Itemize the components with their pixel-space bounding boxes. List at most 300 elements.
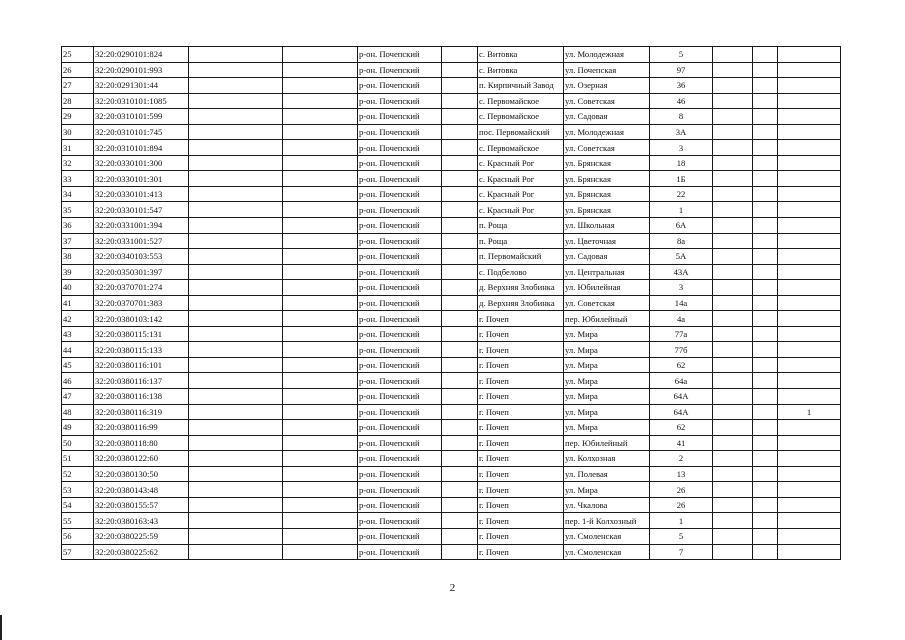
locality-cell: с. Первомайское [478,140,564,156]
empty-cell [753,373,778,389]
empty-cell [189,466,283,482]
empty-cell [189,155,283,171]
district-cell: р-он. Почепский [358,186,442,202]
street-cell: ул. Мира [564,389,650,405]
empty-cell [283,357,358,373]
empty-cell [713,451,753,467]
cadastral-number-cell: 32:20:0380225:59 [94,528,189,544]
locality-cell: д. Верхняя Злобинка [478,280,564,296]
district-cell: р-он. Почепский [358,202,442,218]
district-cell: р-он. Почепский [358,295,442,311]
table-row [62,295,841,311]
empty-cell [713,202,753,218]
locality-cell: с. Витовка [478,62,564,78]
locality-cell: с. Красный Рог [478,202,564,218]
empty-cell [283,264,358,280]
empty-cell [189,544,283,560]
row-number-cell: 38 [62,249,94,265]
empty-cell [189,47,283,63]
street-cell: пер. Юбилейный [564,435,650,451]
empty-cell [753,62,778,78]
empty-cell [189,249,283,265]
empty-cell [283,482,358,498]
empty-cell [753,404,778,420]
extra-value-cell [778,451,841,467]
empty-cell [442,140,478,156]
scan-edge-mark [0,615,2,640]
extra-value-cell [778,186,841,202]
street-cell: ул. Юбилейная [564,280,650,296]
empty-cell [713,93,753,109]
house-number-cell: 13 [650,466,713,482]
empty-cell [713,280,753,296]
district-cell: р-он. Почепский [358,62,442,78]
row-number-cell: 31 [62,140,94,156]
street-cell: ул. Смоленская [564,544,650,560]
empty-cell [283,249,358,265]
empty-cell [189,233,283,249]
cadastral-number-cell: 32:20:0350301:397 [94,264,189,280]
empty-cell [189,326,283,342]
empty-cell [189,109,283,125]
empty-cell [753,326,778,342]
extra-value-cell [778,389,841,405]
empty-cell [189,186,283,202]
table-row [62,218,841,234]
empty-cell [283,513,358,529]
cadastral-number-cell: 32:20:0330101:300 [94,155,189,171]
empty-cell [442,280,478,296]
row-number-cell: 56 [62,528,94,544]
district-cell: р-он. Почепский [358,389,442,405]
locality-cell: г. Почеп [478,482,564,498]
cadastral-number-cell: 32:20:0380118:80 [94,435,189,451]
empty-cell [753,528,778,544]
street-cell: ул. Советская [564,295,650,311]
locality-cell: г. Почеп [478,466,564,482]
page-number: 2 [449,582,456,594]
extra-value-cell [778,373,841,389]
empty-cell [283,62,358,78]
extra-value-cell [778,233,841,249]
cadastral-number-cell: 32:20:0380116:319 [94,404,189,420]
extra-value-cell [778,218,841,234]
house-number-cell: 26 [650,482,713,498]
house-number-cell: 6А [650,218,713,234]
table-row [62,404,841,420]
empty-cell [753,342,778,358]
empty-cell [283,295,358,311]
empty-cell [283,202,358,218]
empty-cell [753,420,778,436]
locality-cell: с. Красный Рог [478,155,564,171]
district-cell: р-он. Почепский [358,435,442,451]
house-number-cell: 5А [650,249,713,265]
empty-cell [713,404,753,420]
empty-cell [189,497,283,513]
row-number-cell: 53 [62,482,94,498]
table-row [62,109,841,125]
row-number-cell: 28 [62,93,94,109]
district-cell: р-он. Почепский [358,47,442,63]
locality-cell: г. Почеп [478,311,564,327]
empty-cell [713,233,753,249]
extra-value-cell [778,466,841,482]
house-number-cell: 7 [650,544,713,560]
empty-cell [713,482,753,498]
table-row [62,326,841,342]
empty-cell [189,62,283,78]
street-cell: ул. Молодежная [564,124,650,140]
row-number-cell: 47 [62,389,94,405]
house-number-cell: 5 [650,47,713,63]
district-cell: р-он. Почепский [358,497,442,513]
empty-cell [753,451,778,467]
extra-value-cell [778,140,841,156]
district-cell: р-он. Почепский [358,155,442,171]
table-row [62,249,841,265]
empty-cell [713,218,753,234]
row-number-cell: 30 [62,124,94,140]
row-number-cell: 52 [62,466,94,482]
table-row [62,155,841,171]
empty-cell [753,249,778,265]
table-row [62,93,841,109]
house-number-cell: 77а [650,326,713,342]
empty-cell [442,295,478,311]
extra-value-cell [778,47,841,63]
extra-value-cell [778,528,841,544]
empty-cell [189,404,283,420]
extra-value-cell [778,202,841,218]
house-number-cell: 77б [650,342,713,358]
locality-cell: г. Почеп [478,342,564,358]
empty-cell [713,171,753,187]
cadastral-number-cell: 32:20:0310101:745 [94,124,189,140]
district-cell: р-он. Почепский [358,280,442,296]
district-cell: р-он. Почепский [358,218,442,234]
empty-cell [442,435,478,451]
row-number-cell: 39 [62,264,94,280]
empty-cell [713,497,753,513]
empty-cell [713,435,753,451]
extra-value-cell [778,357,841,373]
empty-cell [753,357,778,373]
table-row [62,186,841,202]
district-cell: р-он. Почепский [358,311,442,327]
empty-cell [753,466,778,482]
street-cell: ул. Мира [564,404,650,420]
empty-cell [283,435,358,451]
empty-cell [283,124,358,140]
district-cell: р-он. Почепский [358,513,442,529]
empty-cell [283,544,358,560]
empty-cell [283,218,358,234]
empty-cell [442,202,478,218]
table-row [62,233,841,249]
empty-cell [713,109,753,125]
empty-cell [189,124,283,140]
cadastral-number-cell: 32:20:0290101:993 [94,62,189,78]
cadastral-number-cell: 32:20:0380122:60 [94,451,189,467]
extra-value-cell [778,435,841,451]
row-number-cell: 37 [62,233,94,249]
cadastral-number-cell: 32:20:0380115:131 [94,326,189,342]
cadastral-number-cell: 32:20:0330101:413 [94,186,189,202]
empty-cell [442,357,478,373]
empty-cell [713,78,753,94]
empty-cell [753,497,778,513]
row-number-cell: 35 [62,202,94,218]
extra-value-cell [778,513,841,529]
empty-cell [189,140,283,156]
row-number-cell: 46 [62,373,94,389]
district-cell: р-он. Почепский [358,109,442,125]
empty-cell [713,528,753,544]
empty-cell [753,264,778,280]
table-row [62,264,841,280]
district-cell: р-он. Почепский [358,420,442,436]
empty-cell [442,124,478,140]
house-number-cell: 64а [650,373,713,389]
house-number-cell: 8 [650,109,713,125]
empty-cell [442,249,478,265]
street-cell: ул. Брянская [564,155,650,171]
district-cell: р-он. Почепский [358,140,442,156]
empty-cell [189,373,283,389]
empty-cell [442,497,478,513]
row-number-cell: 48 [62,404,94,420]
table-row [62,124,841,140]
empty-cell [753,435,778,451]
table-row [62,389,841,405]
table-row [62,171,841,187]
cadastral-number-cell: 32:20:0310101:894 [94,140,189,156]
street-cell: ул. Чкалова [564,497,650,513]
empty-cell [753,171,778,187]
extra-value-cell [778,78,841,94]
street-cell: ул. Мира [564,482,650,498]
empty-cell [283,373,358,389]
locality-cell: с. Первомайское [478,93,564,109]
table-row [62,513,841,529]
table-row [62,62,841,78]
cadastral-number-cell: 32:20:0380116:101 [94,357,189,373]
empty-cell [753,109,778,125]
empty-cell [442,528,478,544]
row-number-cell: 49 [62,420,94,436]
empty-cell [189,528,283,544]
empty-cell [442,482,478,498]
cadastral-number-cell: 32:20:0290101:824 [94,47,189,63]
table-row [62,544,841,560]
street-cell: ул. Колхозная [564,451,650,467]
street-cell: ул. Садовая [564,109,650,125]
row-number-cell: 43 [62,326,94,342]
extra-value-cell [778,311,841,327]
district-cell: р-он. Почепский [358,93,442,109]
empty-cell [283,420,358,436]
cadastral-number-cell: 32:20:0330101:547 [94,202,189,218]
cadastral-number-cell: 32:20:0291301:44 [94,78,189,94]
cadastral-number-cell: 32:20:0380116:99 [94,420,189,436]
cadastral-number-cell: 32:20:0370701:274 [94,280,189,296]
street-cell: ул. Смоленская [564,528,650,544]
empty-cell [713,342,753,358]
empty-cell [283,311,358,327]
table-row [62,47,841,63]
street-cell: ул. Школьная [564,218,650,234]
empty-cell [713,311,753,327]
cadastral-number-cell: 32:20:0380116:138 [94,389,189,405]
empty-cell [442,373,478,389]
empty-cell [753,544,778,560]
empty-cell [442,342,478,358]
extra-value-cell [778,497,841,513]
street-cell: ул. Мира [564,342,650,358]
house-number-cell: 26 [650,497,713,513]
table-row [62,311,841,327]
empty-cell [189,311,283,327]
house-number-cell: 64А [650,404,713,420]
district-cell: р-он. Почепский [358,373,442,389]
locality-cell: г. Почеп [478,357,564,373]
district-cell: р-он. Почепский [358,342,442,358]
row-number-cell: 57 [62,544,94,560]
street-cell: ул. Мира [564,373,650,389]
row-number-cell: 34 [62,186,94,202]
row-number-cell: 27 [62,78,94,94]
empty-cell [442,78,478,94]
empty-cell [189,435,283,451]
locality-cell: п. Роща [478,233,564,249]
locality-cell: г. Почеп [478,373,564,389]
empty-cell [753,47,778,63]
empty-cell [753,140,778,156]
empty-cell [713,466,753,482]
row-number-cell: 25 [62,47,94,63]
empty-cell [189,420,283,436]
locality-cell: г. Почеп [478,451,564,467]
house-number-cell: 1 [650,202,713,218]
district-cell: р-он. Почепский [358,171,442,187]
empty-cell [713,47,753,63]
house-number-cell: 46 [650,93,713,109]
empty-cell [713,62,753,78]
empty-cell [283,171,358,187]
row-number-cell: 45 [62,357,94,373]
cadastral-number-cell: 32:20:0310101:1085 [94,93,189,109]
street-cell: ул. Брянская [564,186,650,202]
empty-cell [442,62,478,78]
empty-cell [283,404,358,420]
street-cell: ул. Озерная [564,78,650,94]
empty-cell [283,451,358,467]
empty-cell [442,233,478,249]
street-cell: ул. Полевая [564,466,650,482]
extra-value-cell [778,326,841,342]
empty-cell [713,326,753,342]
cadastral-number-cell: 32:20:0380116:137 [94,373,189,389]
empty-cell [753,233,778,249]
extra-value-cell [778,249,841,265]
street-cell: ул. Брянская [564,202,650,218]
empty-cell [753,202,778,218]
table-row [62,202,841,218]
empty-cell [283,389,358,405]
empty-cell [753,186,778,202]
cadastral-number-cell: 32:20:0380155:57 [94,497,189,513]
empty-cell [442,218,478,234]
empty-cell [283,155,358,171]
table-row [62,78,841,94]
street-cell: ул. Садовая [564,249,650,265]
empty-cell [753,78,778,94]
empty-cell [189,451,283,467]
empty-cell [713,186,753,202]
empty-cell [189,342,283,358]
house-number-cell: 1 [650,513,713,529]
table-row [62,528,841,544]
locality-cell: г. Почеп [478,404,564,420]
empty-cell [753,124,778,140]
empty-cell [713,420,753,436]
house-number-cell: 5 [650,528,713,544]
district-cell: р-он. Почепский [358,124,442,140]
house-number-cell: 3 [650,280,713,296]
empty-cell [713,373,753,389]
empty-cell [442,109,478,125]
row-number-cell: 26 [62,62,94,78]
empty-cell [442,404,478,420]
locality-cell: г. Почеп [478,544,564,560]
row-number-cell: 50 [62,435,94,451]
empty-cell [189,264,283,280]
street-cell: пер. Юбилейный [564,311,650,327]
empty-cell [713,295,753,311]
street-cell: ул. Советская [564,140,650,156]
empty-cell [713,155,753,171]
row-number-cell: 32 [62,155,94,171]
cadastral-number-cell: 32:20:0380103:142 [94,311,189,327]
empty-cell [713,357,753,373]
house-number-cell: 2 [650,451,713,467]
district-cell: р-он. Почепский [358,482,442,498]
district-cell: р-он. Почепский [358,264,442,280]
district-cell: р-он. Почепский [358,451,442,467]
empty-cell [442,544,478,560]
table-body [62,47,841,560]
empty-cell [442,155,478,171]
empty-cell [753,513,778,529]
cadastral-number-cell: 32:20:0340103:553 [94,249,189,265]
district-cell: р-он. Почепский [358,466,442,482]
locality-cell: с. Витовка [478,47,564,63]
extra-value-cell [778,155,841,171]
extra-value-cell [778,280,841,296]
cadastral-number-cell: 32:20:0331001:394 [94,218,189,234]
table-row [62,497,841,513]
cadastral-number-cell: 32:20:0380225:62 [94,544,189,560]
house-number-cell: 18 [650,155,713,171]
row-number-cell: 44 [62,342,94,358]
street-cell: пер. 1-й Колхозный [564,513,650,529]
extra-value-cell [778,62,841,78]
empty-cell [442,47,478,63]
empty-cell [753,295,778,311]
cadastral-number-cell: 32:20:0380130:50 [94,466,189,482]
street-cell: ул. Центральная [564,264,650,280]
